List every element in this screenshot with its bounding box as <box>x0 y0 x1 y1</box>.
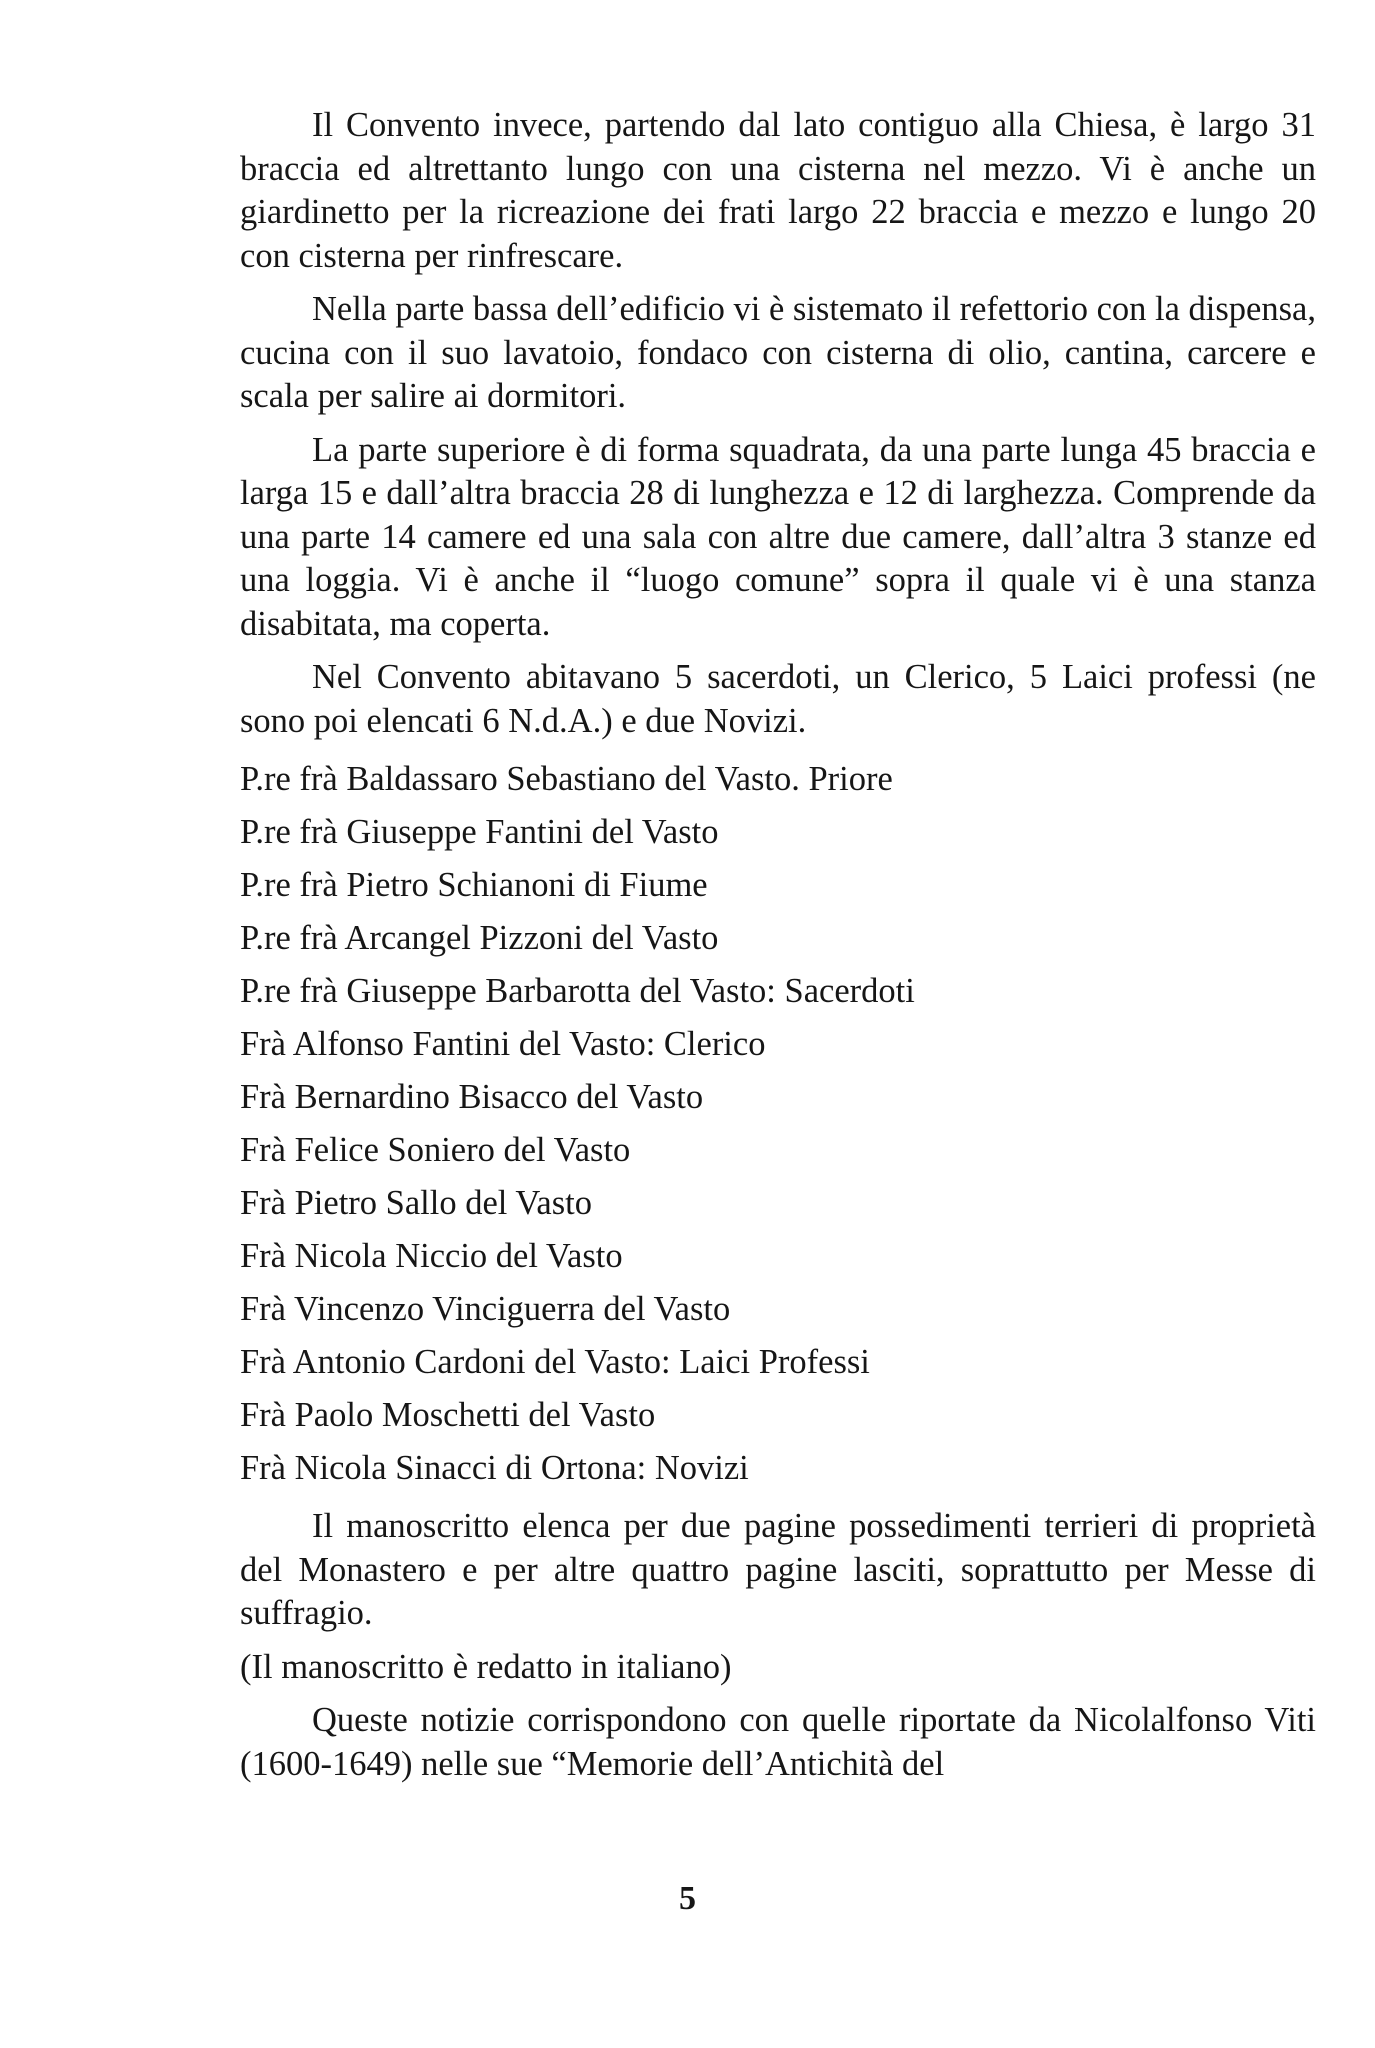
list-item: Frà Nicola Sinacci di Ortona: Novizi <box>240 1449 749 1487</box>
paragraph-upper-floor: La parte superiore è di forma squadrata, da una parte lunga 45 braccia e larga 15 e dall’altra braccia 28 di lunghezza e 12 di larghezza. Comprende da una parte 14 camere ed una sala con altre due camere, dall’altra 3 stanze ed una loggia. Vi è anche il “luogo comune” sopra il quale vi è una stanza disabitata, ma coperta. <box>240 430 1316 643</box>
list-item: P.re frà Baldassaro Sebastiano del Vasto. Priore <box>240 760 893 798</box>
list-item: P.re frà Giuseppe Barbarotta del Vasto: Sacerdoti <box>240 972 915 1010</box>
list-item: Frà Alfonso Fantini del Vasto: Clerico <box>240 1025 766 1063</box>
list-item: Frà Paolo Moschetti del Vasto <box>240 1396 656 1434</box>
list-item: P.re frà Arcangel Pizzoni del Vasto <box>240 919 719 957</box>
paragraph-ground-floor: Nella parte bassa dell’edificio vi è sistemato il refettorio con la dispensa, cucina con il suo lavatoio, fondaco con cisterna di olio, cantina, carcere e scala per salire ai dormitori. <box>240 290 1316 415</box>
paragraph-manuscript-properties: Il manoscritto elenca per due pagine possedimenti terrieri di proprietà del Monastero e per altre quattro pagine lasciti, soprattutto per Messe di suffragio. <box>240 1507 1316 1632</box>
paragraph-convento-dimensions: Il Convento invece, partendo dal lato contiguo alla Chiesa, è largo 31 braccia ed altrettanto lungo con una cisterna nel mezzo. Vi è anche un giardinetto per la ricreazione dei frati largo 22 braccia e mezzo e lungo 20 con cisterna per rinfrescare. <box>240 106 1316 275</box>
list-item: Frà Bernardino Bisacco del Vasto <box>240 1078 704 1116</box>
list-item: Frà Antonio Cardoni del Vasto: Laici Professi <box>240 1343 870 1381</box>
page-number: 5 <box>679 1880 696 1917</box>
list-item: P.re frà Giuseppe Fantini del Vasto <box>240 813 719 851</box>
list-item: Frà Nicola Niccio del Vasto <box>240 1237 623 1275</box>
page-body <box>240 104 1316 1796</box>
list-item: P.re frà Pietro Schianoni di Fiume <box>240 866 708 904</box>
paragraph-language-note: (Il manoscritto è redatto in italiano) <box>240 1647 732 1686</box>
paragraph-sources: Queste notizie corrispondono con quelle riportate da Nicolalfonso Viti (1600-1649) nelle sue “Memorie dell’Antichità del <box>240 1701 1316 1783</box>
list-item: Frà Vincenzo Vinciguerra del Vasto <box>240 1290 731 1328</box>
friars-list <box>240 753 1316 1495</box>
list-item: Frà Pietro Sallo del Vasto <box>240 1184 593 1222</box>
paragraph-inhabitants: Nel Convento abitavano 5 sacerdoti, un Clerico, 5 Laici professi (ne sono poi elencati 6 N.d.A.) e due Novizi. <box>240 658 1316 740</box>
list-item: Frà Felice Soniero del Vasto <box>240 1131 631 1169</box>
